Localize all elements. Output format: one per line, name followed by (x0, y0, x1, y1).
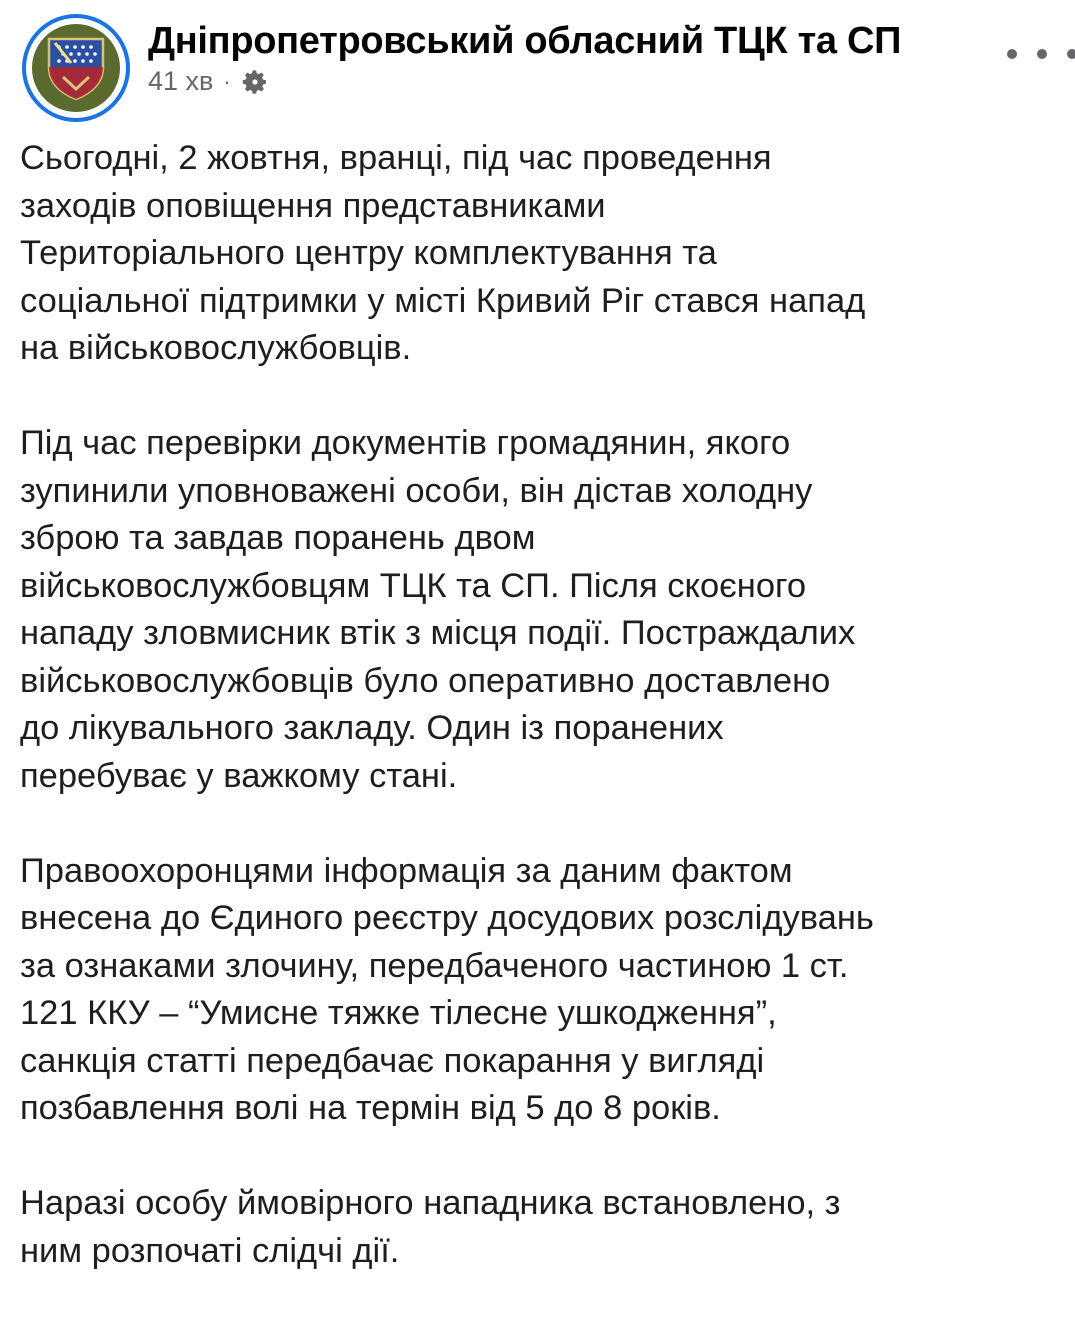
more-options-icon-dot-2 (1037, 49, 1047, 59)
more-options-icon-dot-3 (1067, 49, 1075, 59)
post-paragraph-4 (20, 1180, 1060, 1275)
text-line: нападу зловмисник втік з місця події. Постраждалих (20, 614, 856, 652)
text-line: Сьогодні, 2 жовтня, вранці, під час проведення (20, 139, 772, 177)
shield-emblem-icon (41, 33, 111, 103)
post-meta (148, 66, 269, 97)
text-line: ним розпочаті слідчі дії. (20, 1231, 400, 1270)
more-options-icon-dot-1 (1007, 49, 1017, 59)
emblem-logo (32, 24, 120, 112)
post-paragraph-1 (20, 135, 1060, 373)
text-line: військовослужбовців було оперативно доставлено (20, 661, 831, 700)
text-line: зупинили уповноважені особи, він дістав холодну (20, 471, 813, 510)
text-line: військовослужбовцям ТЦК та СП. Після скоєного (20, 566, 807, 605)
page-avatar[interactable] (22, 14, 130, 122)
text-line: перебуває у важкому стані. (20, 756, 458, 795)
more-options-button[interactable] (1007, 34, 1075, 74)
text-line: 121 ККУ – “Умисне тяжке тілесне ушкодження”, (20, 994, 777, 1032)
text-line: Правоохоронцями інформація за даним фактом (20, 851, 793, 890)
page-name-link[interactable]: Дніпропетровський обласний ТЦК та СП (148, 20, 902, 62)
text-line: на військовослужбовців. (20, 329, 412, 367)
text-line: соціальної підтримки у місті Кривий Ріг стався напад (20, 281, 866, 320)
post-paragraph-3 (20, 848, 1060, 1133)
text-line: позбавлення волі на термін від 5 до 8 років. (20, 1089, 721, 1127)
text-line: за ознаками злочину, передбаченого частиною 1 ст. (20, 946, 849, 985)
post-header (22, 14, 1062, 110)
text-line: Під час перевірки документів громадянин, якого (20, 424, 791, 462)
post-paragraph-2 (20, 420, 1060, 800)
gear-icon[interactable] (241, 68, 269, 96)
text-line: заходів оповіщення представниками (20, 186, 606, 225)
text-line: зброю та завдав поранень двом (20, 519, 536, 557)
post-body (20, 135, 1060, 1323)
meta-separator: · (223, 68, 231, 94)
post-timestamp[interactable]: 41 хв (148, 66, 214, 96)
text-line: Наразі особу ймовірного нападника встановлено, з (20, 1184, 841, 1222)
text-line: внесена до Єдиного реєстру досудових розслідувань (20, 899, 874, 937)
text-line: до лікувального закладу. Один із поранених (20, 709, 724, 747)
text-line: санкція статті передбачає покарання у вигляді (20, 1041, 765, 1080)
text-line: Територіального центру комплектування та (20, 234, 717, 272)
